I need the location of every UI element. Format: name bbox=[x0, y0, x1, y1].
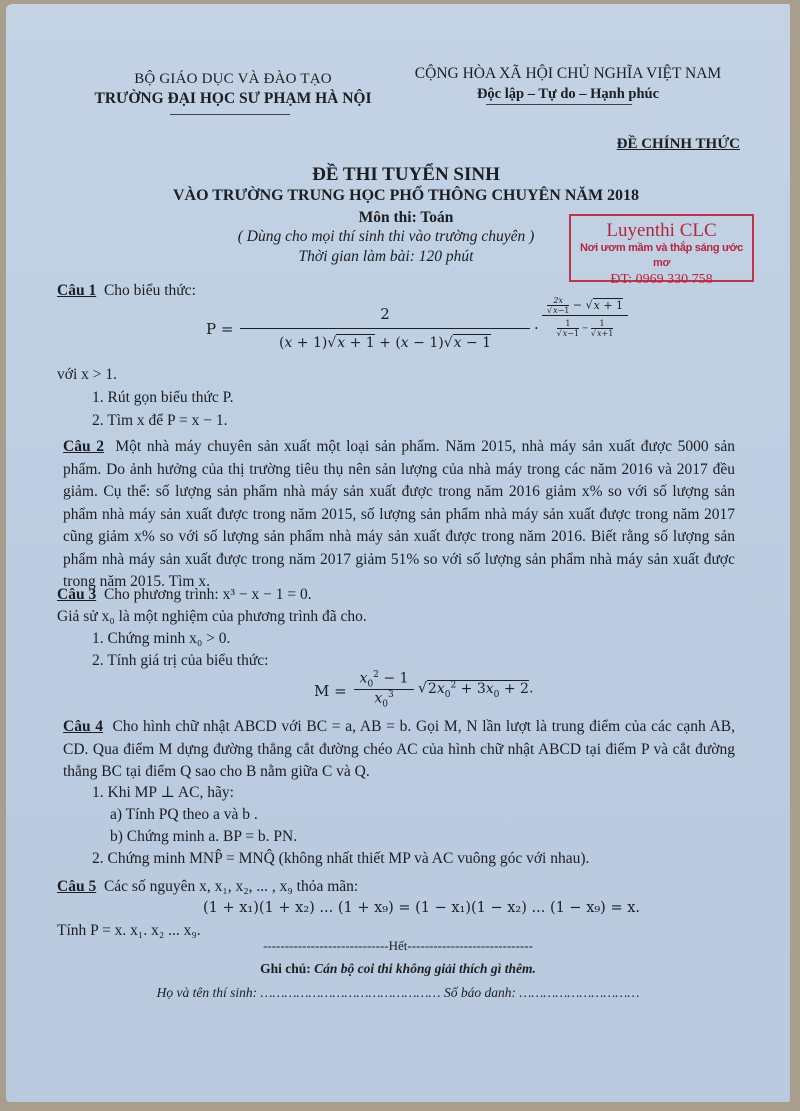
question-3-item-1: 1. Chứng minh x₀ > 0. bbox=[92, 630, 231, 647]
question-1-intro bbox=[57, 280, 196, 303]
exam-duration: Thời gian làm bài: 120 phút bbox=[298, 248, 474, 265]
candidate-id-field: ………………………… bbox=[519, 985, 640, 1000]
official-label: ĐỀ CHÍNH THỨC bbox=[616, 136, 740, 152]
question-1-item-2: 2. Tìm x để P = x − 1. bbox=[92, 412, 228, 429]
question-4-item-1b: b) Chứng minh a. BP = b. PN. bbox=[110, 828, 298, 845]
stamp-phone: ĐT: 0969 330 758 bbox=[610, 272, 713, 287]
question-3-intro bbox=[57, 584, 312, 607]
ministry-name: BỘ GIÁO DỤC VÀ ĐÀO TẠO bbox=[134, 71, 332, 87]
question-3-assumption: Giả sử x₀ là một nghiệm của phương trình đã cho. bbox=[57, 608, 367, 625]
question-1-intro-text: Cho biểu thức: bbox=[103, 282, 196, 299]
motto-underline bbox=[486, 104, 632, 105]
issuer-underline bbox=[170, 114, 290, 115]
question-4-item-1a: a) Tính PQ theo a và b . bbox=[110, 806, 258, 823]
exam-audience: ( Dùng cho mọi thí sinh thi vào trường chuyên ) bbox=[237, 228, 535, 245]
question-3-formula: M = $\frac{x_0^2 - 1}{x_0^3}$ $√2x_0^2 + 3x_0 + 2$. bbox=[314, 670, 534, 710]
red-stamp bbox=[569, 214, 754, 287]
exam-title: ĐỀ THI TUYỂN SINH bbox=[312, 164, 500, 185]
question-4-text: Cho hình chữ nhật ABCD với BC = a, AB = b. Gọi M, N lần lượt là trung điểm của các cạnh AB, CD. Qua điểm M dựng đường thẳng cắt đường chéo AC của hình chữ nhật ABCD tại điểm P và cắt đường thẳng BC tại điểm Q sao cho B nằm giữa C và Q. bbox=[63, 718, 735, 780]
question-3-item-2: 2. Tính giá trị của biểu thức: bbox=[92, 652, 269, 669]
candidate-id-label: Số báo danh: bbox=[443, 985, 516, 1000]
stamp-name: Luyenthi CLC bbox=[606, 220, 717, 241]
candidate-info bbox=[6, 985, 790, 1001]
question-2 bbox=[63, 436, 735, 594]
question-4-label: Câu 4 bbox=[63, 718, 104, 735]
exam-subject: Môn thi: Toán bbox=[358, 209, 454, 226]
national-motto: Độc lập – Tự do – Hạnh phúc bbox=[476, 86, 660, 102]
question-1-condition: với x > 1. bbox=[57, 366, 117, 383]
exam-subtitle: VÀO TRƯỜNG TRUNG HỌC PHỔ THÔNG CHUYÊN NĂM 2018 bbox=[172, 187, 640, 204]
question-5-label: Câu 5 bbox=[57, 878, 97, 895]
stamp-slogan: Nơi ươm mầm và thắp sáng ước mơ bbox=[579, 242, 744, 269]
question-1-label: Câu 1 bbox=[57, 282, 97, 299]
question-5-ask: Tính P = x. x₁. x₂ ... x₉. bbox=[57, 922, 201, 939]
question-4-item-1: 1. Khi MP ⊥ AC, hãy: bbox=[92, 784, 234, 801]
question-2-text: Một nhà máy chuyên sản xuất một loại sản phẩm. Năm 2015, nhà máy sản xuất được 5000 sản phẩm. Do ảnh hưởng của thị trường tiêu thụ nên sản lượng của nhà máy trong các năm 2016 và 2017 đều giảm. Cụ thể: số lượng sản phẩm nhà máy sản xuất được trong năm 2016 giảm x% so với số lượng sản phẩm nhà máy sản xuất được trong năm 2015, số lượng sản phẩm nhà máy sản xuất được trong năm 2017 cũng giảm x% so với số lượng sản phẩm nhà máy sản xuất được trong năm 2016. Biết rằng số lượng sản phẩm nhà máy sản xuất được trong năm 2017 giảm 51% so với số lượng sản phẩm nhà máy sản xuất được trong năm 2015. Tìm x. bbox=[63, 438, 735, 590]
question-5-formula: (1 + x₁)(1 + x₂) ... (1 + x₉) = (1 − x₁)(1 − x₂) ... (1 − x₉) = x. bbox=[203, 900, 640, 916]
end-marker: -----------------------------Hết----------------------------- bbox=[263, 938, 533, 953]
issuer-block bbox=[68, 70, 398, 108]
note-text: Cán bộ coi thi không giải thích gì thêm. bbox=[314, 961, 536, 976]
question-4-item-2: 2. Chứng minh MNP̂ = MNQ̂ (không nhất thiết MP và AC vuông góc với nhau). bbox=[92, 850, 590, 867]
school-name: TRƯỜNG ĐẠI HỌC SƯ PHẠM HÀ NỘI bbox=[94, 90, 372, 107]
question-2-label: Câu 2 bbox=[63, 438, 104, 455]
question-5-intro bbox=[57, 876, 358, 899]
note-label: Ghi chú: bbox=[260, 961, 311, 976]
exam-paper bbox=[6, 4, 790, 1102]
note bbox=[6, 961, 790, 977]
country-name: CỘNG HÒA XÃ HỘI CHỦ NGHĨA VIỆT NAM bbox=[414, 65, 722, 82]
question-1-formula: P = $\frac{2}{(x + 1)√x + 1 + (x - 1)√x - 1}$ · $\frac{2x}{√x-1}$ − √x + 1 $\frac{1}{√x-1}$ − $\frac{1}{√x+1}$ bbox=[206, 300, 626, 364]
candidate-name-field: ……………………………………… bbox=[260, 985, 441, 1000]
question-5-text: Các số nguyên x, x₁, x₂, ... , x₉ thỏa mãn: bbox=[103, 878, 359, 895]
question-1-item-1: 1. Rút gọn biểu thức P. bbox=[92, 389, 234, 406]
candidate-name-label: Họ và tên thí sinh: bbox=[156, 985, 258, 1000]
national-header bbox=[388, 64, 748, 104]
question-3-label: Câu 3 bbox=[57, 586, 97, 603]
question-3-equation: Cho phương trình: x³ − x − 1 = 0. bbox=[103, 586, 312, 603]
question-4 bbox=[63, 716, 735, 784]
